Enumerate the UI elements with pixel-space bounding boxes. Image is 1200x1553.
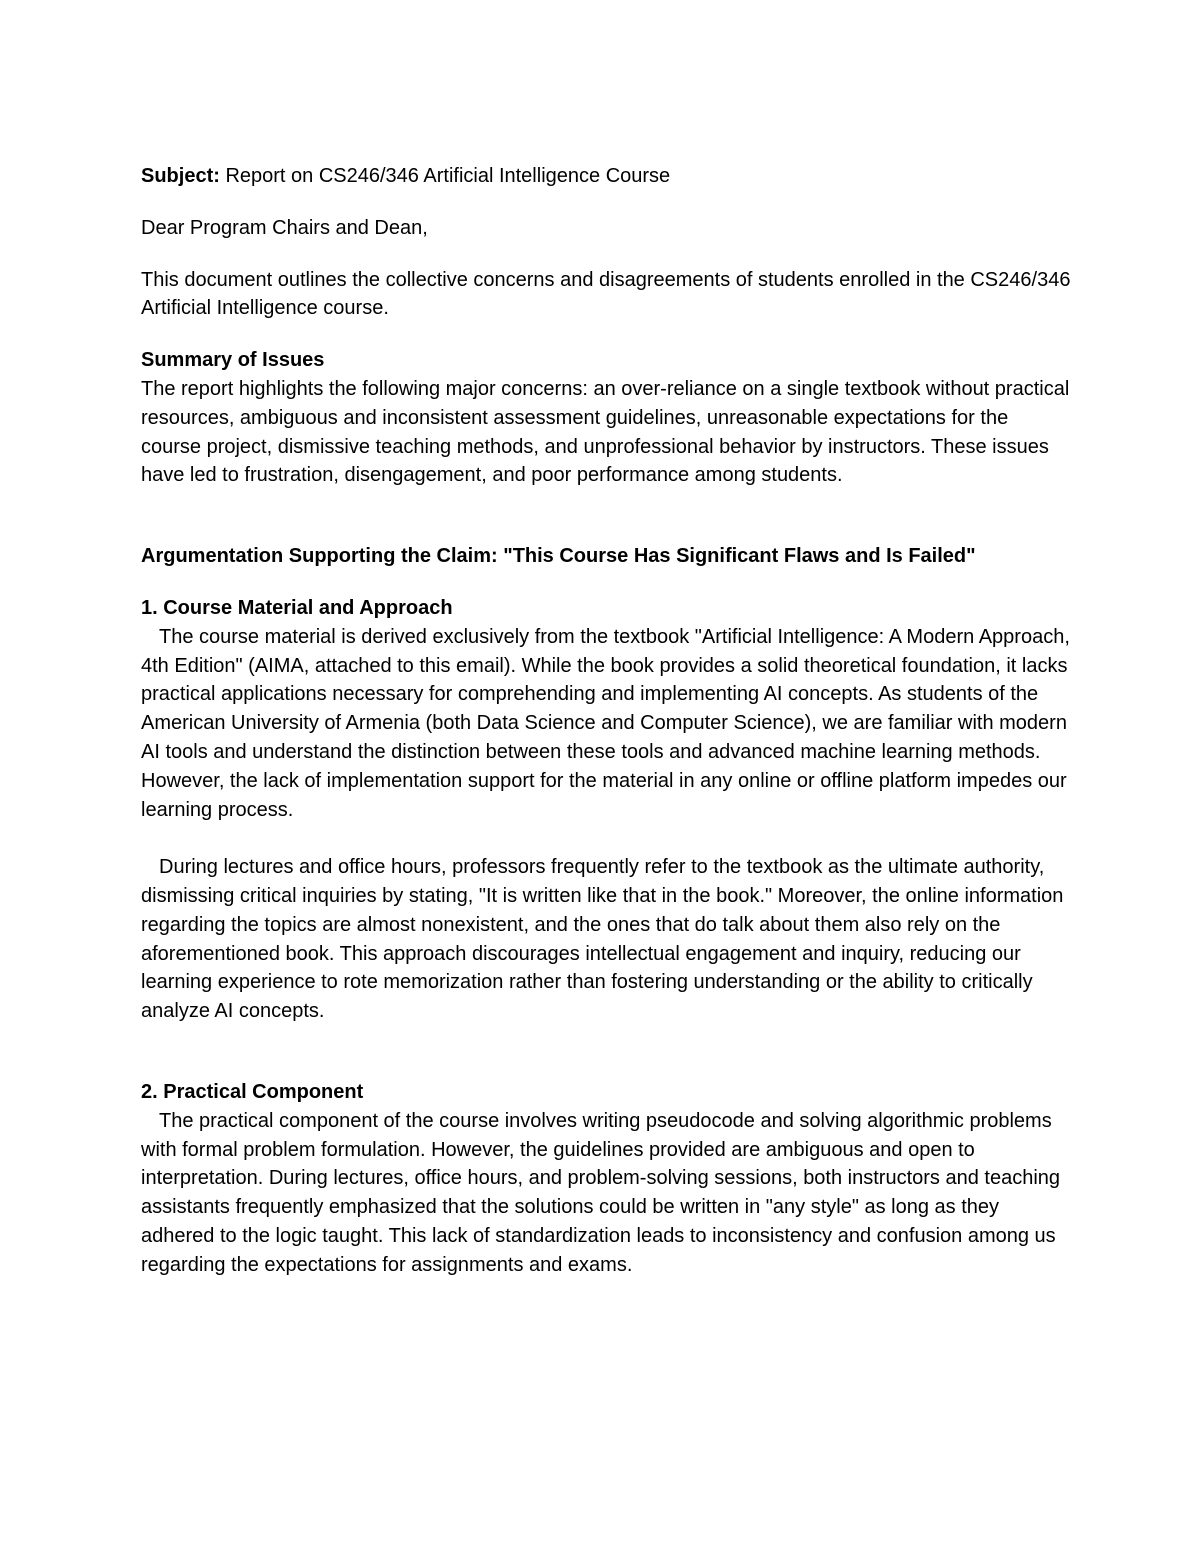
- argument-heading: Argumentation Supporting the Claim: "This Course Has Significant Flaws and Is Failed": [141, 545, 976, 568]
- section-heading-course-material: 1. Course Material and Approach: [141, 596, 453, 619]
- salutation: Dear Program Chairs and Dean,: [141, 216, 428, 239]
- section-heading-practical-component: 2. Practical Component: [141, 1080, 364, 1103]
- summary-paragraph: The report highlights the following major concerns: an over-reliance on a single textbook without practical resources, ambiguous and inconsistent assessment guidelines, unreasonable expectations for the course project, dismissive teaching methods, and unprofessional behavior by instructors. These issues have led to frustration, disengagement, and poor performance among students.: [141, 377, 1070, 487]
- section-paragraph-course-material-1: The course material is derived exclusively from the textbook "Artificial Intelligence: A Modern Approach, 4th Edition" (AIMA, attached to this email). While the book provides a solid theoretical foundation, it lacks practical applications necessary for comprehending and implementing AI concepts. As students of the American University of Armenia (both Data Science and Computer Science), we are familiar with modern AI tools and understand the distinction between these tools and advanced machine learning methods. However, the lack of implementation support for the material in any online or offline platform impedes our learning process.: [141, 625, 1070, 821]
- document-page: [141, 162, 1071, 1280]
- summary-heading: Summary of Issues: [141, 349, 325, 372]
- subject-line: [141, 162, 1071, 191]
- section-paragraph-course-material-2: During lectures and office hours, professors frequently refer to the textbook as the ultimate authority, dismissing critical inquiries by stating, "It is written like that in the book." Moreover, the online information regarding the topics are almost nonexistent, and the ones that do talk about them also rely on the aforementioned book. This approach discourages intellectual engagement and inquiry, reducing our learning experience to rote memorization rather than fostering understanding or the ability to critically analyze AI concepts.: [141, 856, 1064, 1023]
- section-paragraph-practical-component-1: The practical component of the course involves writing pseudocode and solving algorithmic problems with formal problem formulation. However, the guidelines provided are ambiguous and open to interpretation. During lectures, office hours, and problem-solving sessions, both instructors and teaching assistants frequently emphasized that the solutions could be written in "any style" as long as they adhered to the logic taught. This lack of standardization leads to inconsistency and confusion among us regarding the expectations for assignments and exams.: [141, 1109, 1061, 1276]
- subject-text: Report on CS246/346 Artificial Intelligence Course: [219, 165, 671, 187]
- subject-label: Subject:: [141, 165, 220, 187]
- intro-paragraph: This document outlines the collective concerns and disagreements of students enrolled in the CS246/346 Artificial Intelligence course.: [141, 268, 1071, 320]
